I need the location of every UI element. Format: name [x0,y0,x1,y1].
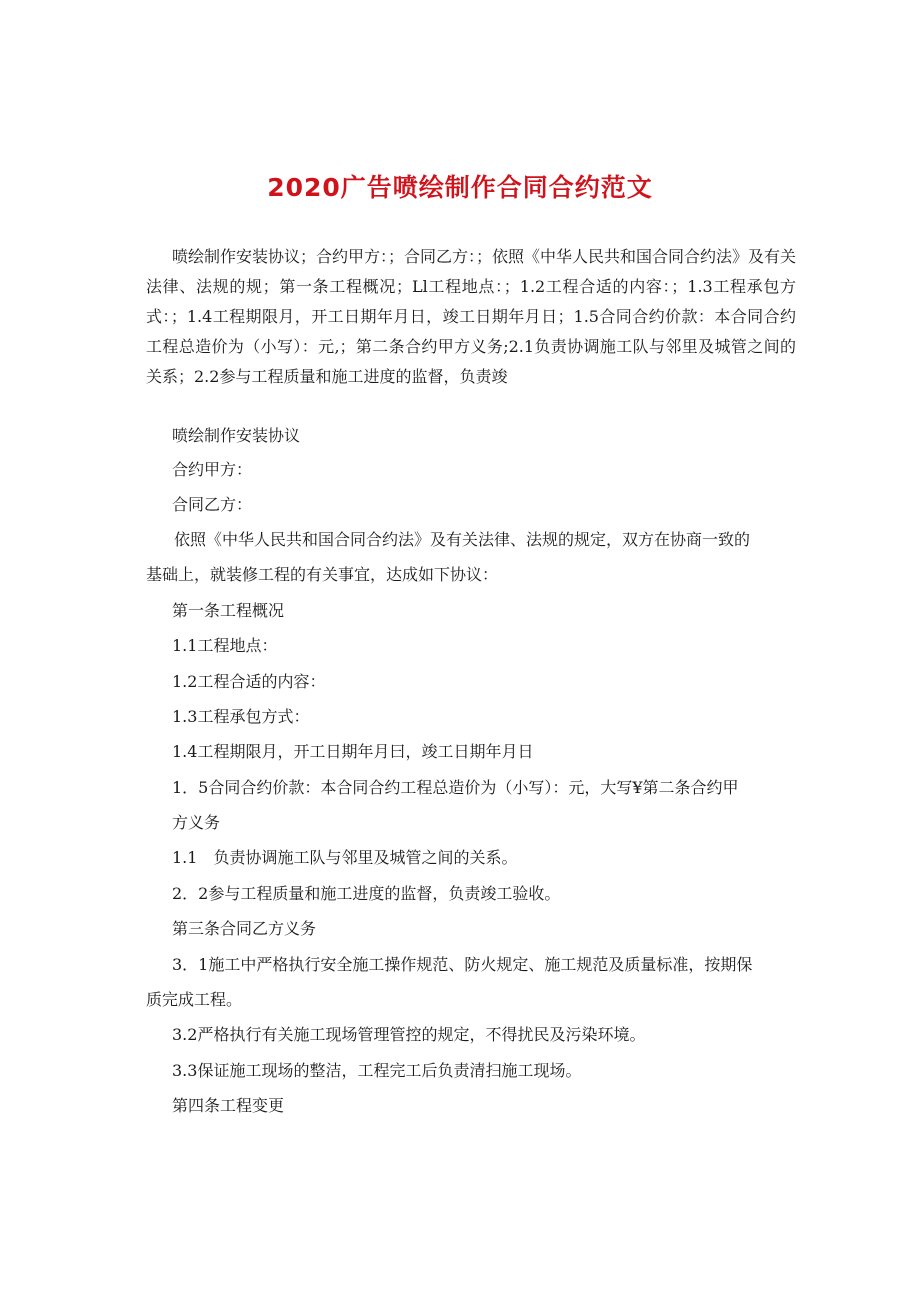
body-line: 2．2参与工程质量和施工进度的监督，负责竣工验收。 [172,884,561,903]
body-line: 1.4工程期限月，开工日期年月曰，竣工日期年月日 [172,742,534,761]
body-line: 质完成工程。 [146,990,243,1009]
summary-paragraph: 喷绘制作安装协议；合约甲方：；合同乙方：；依照《中华人民共和国合同合约法》及有关法律、法规的规；第一条工程概况；Ll工程地点：；1.2工程合适的内容：；1.3工程承包方式：；1.4工程期限月，开工日期年月日，竣工日期年月日；1.5合同合约价款：本合同合约工程总造价为（小写）：元,；第二条合约甲方义务;2.1负责协调施工队与邻里及城管之间的关系；2.2参与工程质量和施工进度的监督，负责竣 [146,247,797,386]
section-heading: 第三条合同乙方义务 [172,919,317,938]
body-line: 1．5合同合约价款：本合同合约工程总造价为（小写）：元，大写¥第二条合约甲 [172,778,739,797]
body-line: 合同乙方： [172,495,253,514]
body-line: 方义务 [172,813,221,832]
body-line: 3.2严格执行有关施工现场管理管控的规定，不得扰民及污染环境。 [172,1025,646,1044]
document-title: 2020广告喷绘制作合同合约范文 [267,173,653,202]
section-heading: 第四条工程变更 [172,1096,285,1115]
body-line: 基础上，就装修工程的有关事宜，达成如下协议： [146,565,499,584]
body-line: 喷绘制作安装协议 [172,426,301,445]
body-line: 1.2工程合适的内容： [172,672,326,691]
body-line: 合约甲方： [172,460,253,479]
body-line: 3.3保证施工现场的整洁，工程完工后负责清扫施工现场。 [172,1061,582,1080]
body-line: 1.1工程地点： [172,636,278,655]
body-line: 依照《中华人民共和国合同合约法》及有关法律、法规的规定，双方在协商一致的 [174,530,751,549]
section-heading: 第一条工程概况 [172,601,285,620]
body-line: 1.1 负责协调施工队与邻里及城管之间的关系。 [172,848,518,867]
body-line: 1.3工程承包方式： [172,707,310,726]
body-line: 3．1施工中严格执行安全施工操作规范、防火规定、施工规范及质量标准，按期保 [172,955,753,974]
